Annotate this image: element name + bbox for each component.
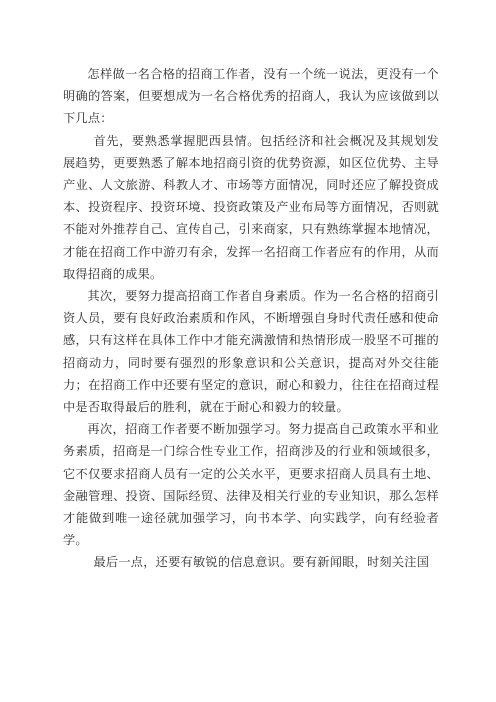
paragraph-third-point: 再次，招商工作者要不断加强学习。努力提高自己政策水平和业务素质，招商是一门综合性专业工作，招商涉及的行业和领域很多，它不仅要求招商人员有一定的公关水平，更要求招商人员具有土地、金融管理、投资、国际经贸、法律及相关行业的专业知识，那么怎样才能做到唯一途径就加强学习，向书本学、向实践学，向有经验者学。 (63, 422, 439, 548)
paragraph-last-point: 最后一点，还要有敏锐的信息意识。要有新闻眼，时刻关注国 (93, 555, 430, 570)
paragraph-first-point: 首先，要熟悉掌握肥西县情。包括经济和社会概况及其规划发展趋势，更要熟悉了解本地招商引资的优势资源，如区位优势、主导产业、人文旅游、科教人才、市场等方面情况，同时还应了解投资成本、投资程序、投资环境、投资政策及产业布局等方面情况，否则就不能对外推荐自己、宣传自己，引来商家，只有熟练掌握本地情况，才能在招商工作中游刃有余，发挥一名招商工作者应有的作用，从而取得招商的成果。 (63, 133, 439, 281)
paragraph-second-point: 其次，要努力提高招商工作者自身素质。作为一名合格的招商引资人员，要有良好政治素质和作风，不断增强自身时代责任感和使命感，只有这样在具体工作中才能充满激情和热情形成一股坚不可摧的招商动力，同时要有强烈的形象意识和公关意识，提高对外交往能力；在招商工作中还要有坚定的意识，耐心和毅力，往往在招商过程中是否取得最后的胜利，就在于耐心和毅力的较量。 (63, 289, 439, 415)
paragraph-intro: 怎样做一名合格的招商工作者，没有一个统一说法，更没有一个明确的答案，但要想成为一名合格优秀的招商人，我认为应该做到以下几点： (63, 67, 439, 126)
document-body (63, 63, 439, 574)
